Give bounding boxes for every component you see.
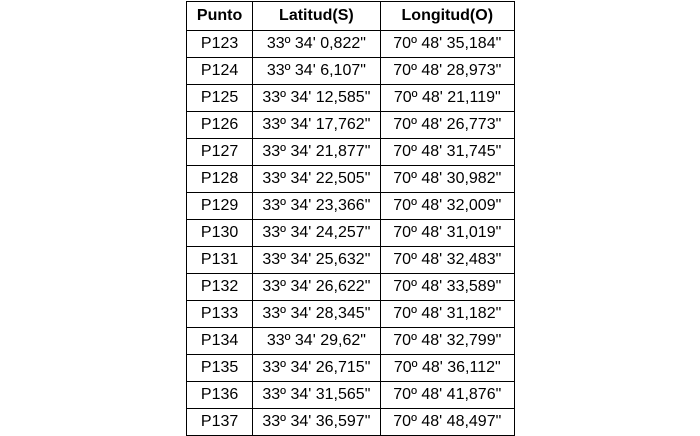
coordinates-table [186,1,515,436]
cell-latitud: 33º 34' 17,762" [253,112,380,139]
cell-punto: P134 [187,328,253,355]
cell-latitud: 33º 34' 26,622" [253,274,380,301]
cell-longitud: 70º 48' 26,773" [380,112,514,139]
cell-longitud: 70º 48' 28,973" [380,58,514,85]
table-row [187,85,515,112]
cell-punto: P128 [187,166,253,193]
table-row [187,328,515,355]
cell-longitud: 70º 48' 31,182" [380,301,514,328]
table-row [187,301,515,328]
cell-longitud: 70º 48' 32,799" [380,328,514,355]
table-row [187,382,515,409]
header-punto: Punto [187,2,253,31]
table-row [187,247,515,274]
cell-punto: P130 [187,220,253,247]
cell-punto: P133 [187,301,253,328]
cell-longitud: 70º 48' 21,119" [380,85,514,112]
cell-latitud: 33º 34' 0,822" [253,31,380,58]
cell-punto: P125 [187,85,253,112]
cell-latitud: 33º 34' 29,62" [253,328,380,355]
cell-latitud: 33º 34' 24,257" [253,220,380,247]
cell-punto: P129 [187,193,253,220]
cell-latitud: 33º 34' 28,345" [253,301,380,328]
cell-punto: P123 [187,31,253,58]
cell-punto: P136 [187,382,253,409]
cell-latitud: 33º 34' 31,565" [253,382,380,409]
table-row [187,274,515,301]
table-header [187,2,515,31]
cell-latitud: 33º 34' 23,366" [253,193,380,220]
table-body [187,31,515,436]
table-row [187,31,515,58]
table-row [187,58,515,85]
cell-longitud: 70º 48' 32,009" [380,193,514,220]
cell-longitud: 70º 48' 31,745" [380,139,514,166]
cell-longitud: 70º 48' 35,184" [380,31,514,58]
cell-longitud: 70º 48' 31,019" [380,220,514,247]
table-row [187,220,515,247]
cell-punto: P135 [187,355,253,382]
cell-longitud: 70º 48' 33,589" [380,274,514,301]
cell-longitud: 70º 48' 41,876" [380,382,514,409]
cell-latitud: 33º 34' 36,597" [253,409,380,436]
table-row [187,112,515,139]
cell-punto: P137 [187,409,253,436]
cell-latitud: 33º 34' 6,107" [253,58,380,85]
table-row [187,166,515,193]
cell-longitud: 70º 48' 32,483" [380,247,514,274]
header-row [187,2,515,31]
cell-punto: P126 [187,112,253,139]
cell-latitud: 33º 34' 22,505" [253,166,380,193]
header-latitud: Latitud(S) [253,2,380,31]
cell-longitud: 70º 48' 36,112" [380,355,514,382]
table-row [187,355,515,382]
cell-longitud: 70º 48' 30,982" [380,166,514,193]
cell-longitud: 70º 48' 48,497" [380,409,514,436]
table-row [187,193,515,220]
cell-punto: P132 [187,274,253,301]
table-row [187,409,515,436]
cell-punto: P127 [187,139,253,166]
header-longitud: Longitud(O) [380,2,514,31]
cell-punto: P131 [187,247,253,274]
cell-latitud: 33º 34' 26,715" [253,355,380,382]
cell-latitud: 33º 34' 25,632" [253,247,380,274]
table-row [187,139,515,166]
cell-latitud: 33º 34' 21,877" [253,139,380,166]
cell-latitud: 33º 34' 12,585" [253,85,380,112]
cell-punto: P124 [187,58,253,85]
